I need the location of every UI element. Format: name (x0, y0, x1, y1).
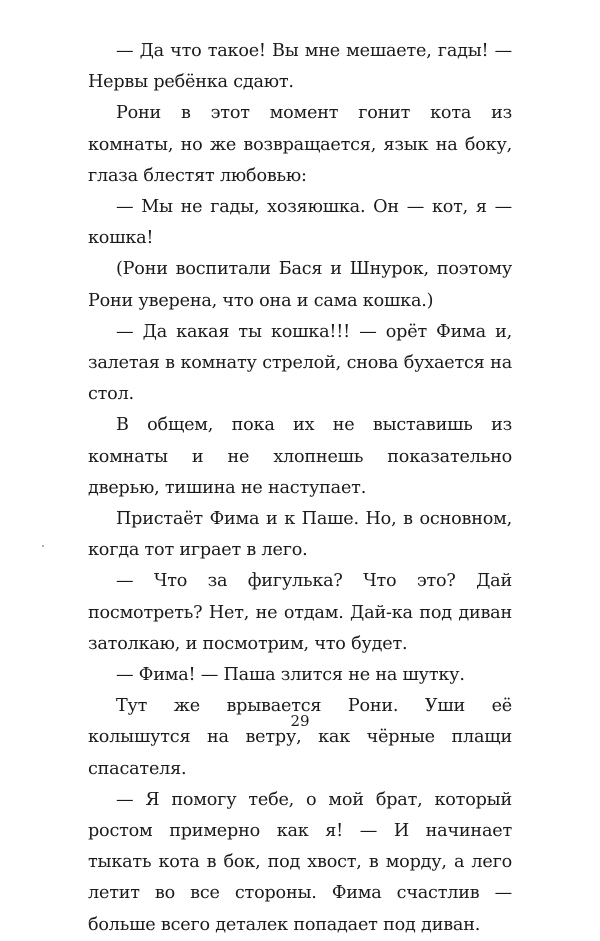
body-text (88, 36, 512, 941)
paragraph: — Я помогу тебе, о мой брат, который ростом примерно как я! — И начинает тыкать кота в бок, под хвост, в морду, а лего летит во все стороны. Фима счастлив — больше всего деталек попадает под диван. (88, 789, 512, 935)
paragraph: Рони в этот момент гонит кота из комнаты, но же возвращается, язык на боку, глаза блестят любовью: (88, 103, 512, 186)
paragraph: В общем, пока их не выставишь из комнаты и не хлопнешь показательно дверью, тишина не наступает. (88, 415, 512, 498)
paragraph: — Что за фигулька? Что это? Дай посмотреть? Нет, не отдам. Дай-ка под диван затолкаю, и посмотрим, что будет. (88, 571, 512, 654)
print-speck (42, 545, 44, 547)
paragraph: — Мы не гады, хозяюшка. Он — кот, я — кошка! (88, 197, 512, 249)
paragraph: (Рони воспитали Бася и Шнурок, поэтому Рони уверена, что она и сама кошка.) (88, 259, 512, 311)
page-number: 29 (290, 712, 310, 730)
paragraph: — Да какая ты кошка!!! — орёт Фима и, залетая в комнату стрелой, снова бухается на стол. (88, 321, 512, 405)
paragraph: Пристаёт Фима и к Паше. Но, в основном, когда тот играет в лего. (88, 509, 512, 561)
paragraph: — Да что такое! Вы мне мешаете, гады! — Нервы ребёнка сдают. (88, 41, 512, 93)
paragraph: — Фима! — Паша злится не на шутку. (116, 665, 465, 686)
paragraph: Тут же врывается Рони. Уши её колышутся на ветру, как чёрные плащи спасателя. (88, 696, 512, 779)
